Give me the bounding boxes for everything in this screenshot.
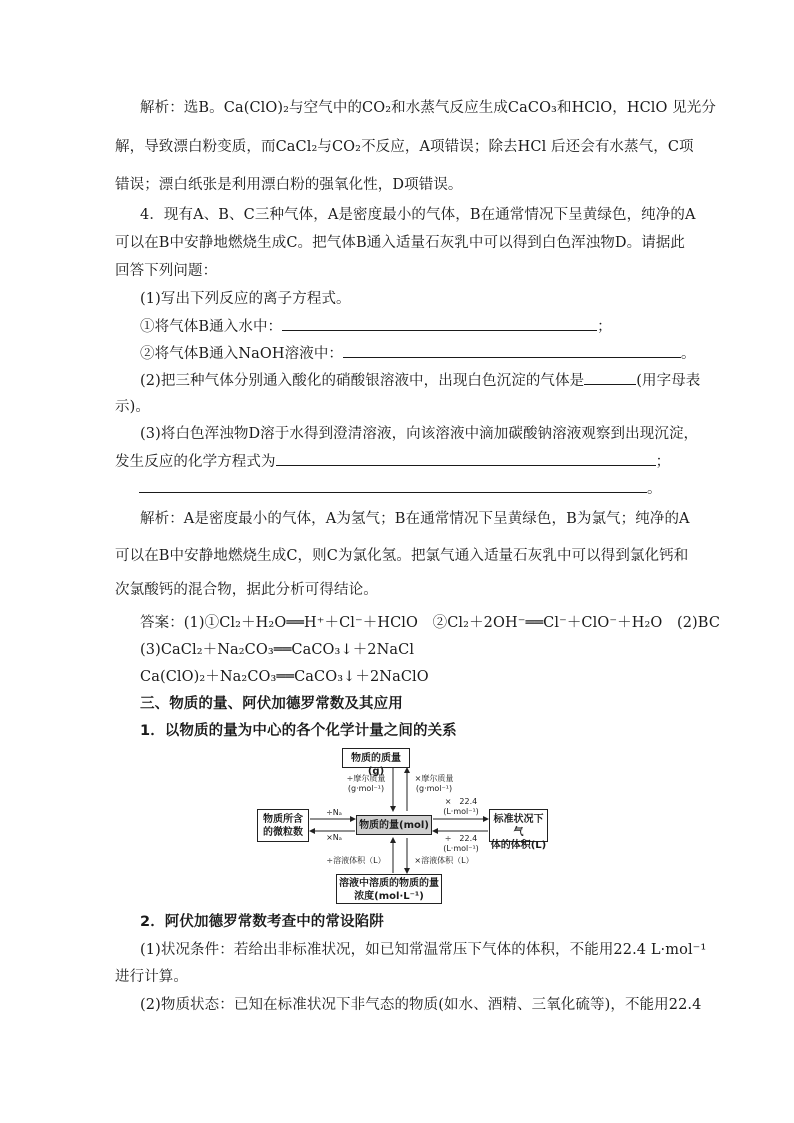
box-amount-of-substance: 物质的量(mol) bbox=[356, 815, 432, 835]
analysis-q3-line-3: 错误；漂白纸张是利用漂白粉的强氧化性，D项错误。 bbox=[115, 177, 463, 193]
label-div-molar-mass-text: ÷摩尔质量 bbox=[346, 774, 386, 783]
section-3-point-1a: (1)状况条件：若给出非标准状况，如已知常温常压下气体的体积，不能用22.4 L·mol⁻¹ bbox=[140, 942, 707, 958]
box-concentration-line-2: 浓度(mol·L⁻¹) bbox=[354, 891, 424, 902]
section-3-sub-1: 1．以物质的量为中心的各个化学计量之间的关系 bbox=[140, 723, 457, 739]
question-4-part-2-cont: 示)。 bbox=[115, 399, 150, 415]
label-div-224-text: ÷ 22.4 bbox=[444, 834, 478, 843]
stoichiometry-diagram bbox=[250, 745, 550, 905]
answer-line-1: 答案：(1)①Cl₂＋H₂O══H⁺＋Cl⁻＋HClO ②Cl₂＋2OH⁻══Cl⁻＋ClO⁻＋H₂O (2)BC bbox=[140, 615, 721, 631]
question-4-part-1a-text: ①将气体B通入水中： bbox=[140, 319, 283, 335]
analysis-q4-line-1: 解析：A是密度最小的气体，A为氢气；B在通常情况下呈黄绿色，B为氯气；纯净的A bbox=[140, 511, 690, 527]
question-4-part-1a-end: ； bbox=[597, 319, 612, 335]
section-3-point-1b: 进行计算。 bbox=[115, 969, 188, 985]
question-4-part-3b-text: 发生反应的化学方程式为 bbox=[115, 454, 276, 470]
label-mul-molar-mass-text: ×摩尔质量 bbox=[414, 774, 454, 783]
label-div-224-unit: (L·mol⁻¹) bbox=[443, 844, 479, 853]
label-mul-volume: ×溶液体积（L） bbox=[414, 856, 474, 865]
answer-blank-3a bbox=[276, 451, 656, 466]
section-3-title: 三、物质的量、阿伏加德罗常数及其应用 bbox=[140, 696, 403, 712]
question-4-part-1: (1)写出下列反应的离子方程式。 bbox=[140, 291, 351, 307]
answer-line-2: (3)CaCl₂＋Na₂CO₃══CaCO₃↓＋2NaCl bbox=[140, 642, 415, 658]
question-4-line-3: 回答下列问题： bbox=[115, 263, 218, 279]
box-concentration bbox=[336, 874, 442, 904]
box-mass: 物质的质量(g) bbox=[342, 748, 410, 768]
section-3-point-2a: (2)物质状态：已知在标准状况下非气态的物质(如水、酒精、三氧化硫等)，不能用22.4 bbox=[140, 997, 702, 1013]
question-4-part-3c bbox=[115, 478, 662, 499]
answer-blank-3b bbox=[139, 478, 647, 493]
section-3-sub-2: 2．阿伏加德罗常数考查中的常设陷阱 bbox=[140, 914, 384, 930]
analysis-q4-line-3: 次氯酸钙的混合物，据此分析可得结论。 bbox=[115, 582, 378, 598]
label-div-volume: ÷溶液体积（L） bbox=[326, 856, 386, 865]
box-gas-volume-line-1: 标准状况下气 bbox=[493, 814, 544, 838]
answer-blank-1a bbox=[282, 316, 597, 331]
label-mul-224 bbox=[436, 797, 486, 817]
label-div-na: ÷Nₐ bbox=[326, 808, 342, 817]
question-4-part-1a bbox=[140, 316, 612, 337]
box-gas-volume-line-2: 体的体积(L) bbox=[490, 840, 547, 851]
analysis-q4-line-2: 可以在B中安静地燃烧生成C，则C为氯化氢。把氯气通入适量石灰乳中可以得到氯化钙和 bbox=[115, 548, 689, 564]
question-4-part-2 bbox=[140, 370, 700, 391]
label-mul-molar-mass-unit: (g·mol⁻¹) bbox=[415, 784, 453, 793]
answer-line-3: Ca(ClO)₂＋Na₂CO₃══CaCO₃↓＋2NaClO bbox=[140, 669, 429, 685]
box-gas-volume bbox=[489, 809, 548, 851]
analysis-q3-line-2: 解，导致漂白粉变质，而CaCl₂与CO₂不反应，A项错误；除去HCl 后还会有水蒸气，C项 bbox=[115, 139, 694, 155]
label-mul-224-unit: (L·mol⁻¹) bbox=[443, 807, 479, 816]
label-div-molar-mass bbox=[342, 774, 390, 794]
analysis-q3-line-1: 解析：选B。Ca(ClO)₂与空气中的CO₂和水蒸气反应生成CaCO₃和HClO，HClO 见光分 bbox=[140, 100, 717, 116]
box-particle-count-line-1: 物质所含 bbox=[263, 814, 303, 825]
question-4-part-2-text: (2)把三种气体分别通入酸化的硝酸银溶液中，出现白色沉淀的气体是 bbox=[140, 373, 585, 389]
question-4-part-1b bbox=[140, 343, 696, 364]
label-mul-224-text: × 22.4 bbox=[444, 797, 478, 806]
answer-blank-2 bbox=[584, 370, 636, 385]
answer-blank-1b bbox=[343, 343, 681, 358]
question-4-part-3c-end: 。 bbox=[647, 481, 662, 497]
question-4-part-1b-end: 。 bbox=[681, 346, 696, 362]
box-concentration-line-1: 溶液中溶质的物质的量 bbox=[339, 878, 439, 889]
question-4-line-1: 4．现有A、B、C三种气体，A是密度最小的气体，B在通常情况下呈黄绿色，纯净的A bbox=[140, 207, 696, 223]
question-4-line-2: 可以在B中安静地燃烧生成C。把气体B通入适量石灰乳中可以得到白色浑浊物D。请据此 bbox=[115, 235, 686, 251]
question-4-part-1b-text: ②将气体B通入NaOH溶液中： bbox=[140, 346, 344, 362]
question-4-part-3a: (3)将白色浑浊物D溶于水得到澄清溶液，向该溶液中滴加碳酸钠溶液观察到出现沉淀， bbox=[140, 426, 699, 442]
label-div-224 bbox=[436, 834, 486, 854]
question-4-part-2-end: (用字母表 bbox=[636, 373, 701, 389]
question-4-part-3b-end: ； bbox=[655, 454, 671, 470]
box-particle-count-line-2: 的微粒数 bbox=[263, 827, 303, 838]
label-div-molar-mass-unit: (g·mol⁻¹) bbox=[347, 784, 385, 793]
box-particle-count bbox=[257, 809, 309, 842]
label-mul-na: ×Nₐ bbox=[326, 833, 342, 842]
label-mul-molar-mass bbox=[410, 774, 458, 794]
question-4-part-3b bbox=[115, 451, 670, 472]
